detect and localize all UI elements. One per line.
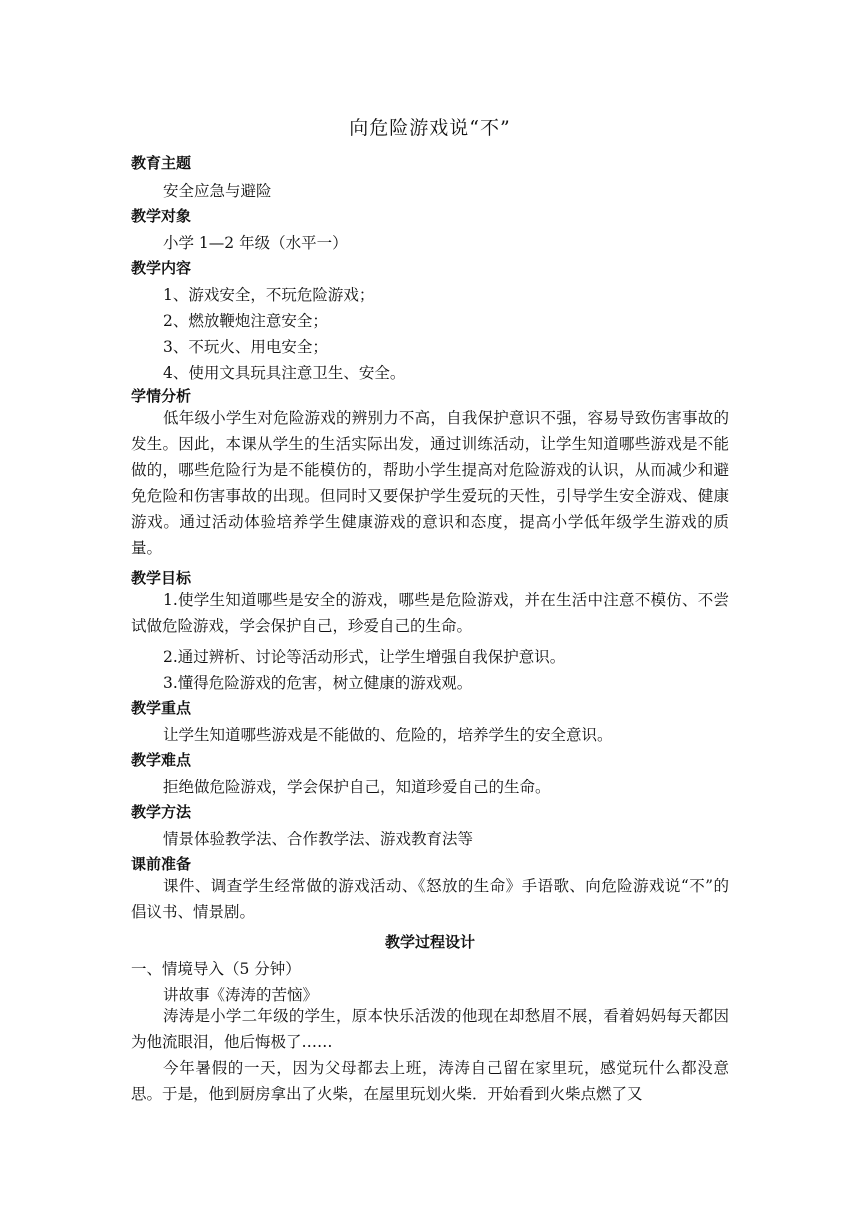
text-line: 情景体验教学法、合作教学法、游戏教育法等 (163, 830, 474, 848)
text-line: 安全应急与避险 (163, 182, 272, 200)
text-line: 小学 1—2 年级（水平一） (163, 234, 348, 252)
goal-item: 3.懂得危险游戏的危害，树立健康的游戏观。 (163, 674, 473, 692)
heading-preparation: 课前准备 (131, 855, 192, 873)
story-title: 讲故事《涛涛的苦恼》 (163, 986, 319, 1004)
paragraph: 涛涛是小学二年级的学生，原本快乐活泼的他现在却愁眉不展，看着妈妈每天都因为他流眼泪，他后悔极了…… (131, 1007, 729, 1051)
paragraph: 低年级小学生对危险游戏的辨别力不高，自我保护意识不强，容易导致伤害事故的发生。因此，本课从学生的生活实际出发，通过训练活动，让学生知道哪些游戏是不能做的，哪些危险行为是不能模仿的，帮助小学生提高对危险游戏的认识，从而减少和避免危险和伤害事故的出现。但同时又要保护学生爱玩的天性，引导学生安全游戏、健康游戏。通过活动体验培养学生健康游戏的意识和态度，提高小学低年级学生游戏的质量。 (131, 409, 729, 557)
document-title: 向危险游戏说“不” (349, 117, 511, 139)
heading-teaching-goals: 教学目标 (131, 569, 192, 587)
heading-difficulties: 教学难点 (131, 751, 192, 769)
text-line: 拒绝做危险游戏，学会保护自己，知道珍爱自己的生命。 (163, 778, 551, 796)
list-item: 1、游戏安全，不玩危险游戏； (163, 286, 375, 304)
text-line: 让学生知道哪些游戏是不能做的、危险的，培养学生的安全意识。 (163, 726, 613, 744)
heading-key-points: 教学重点 (131, 699, 192, 717)
heading-teaching-target: 教学对象 (131, 207, 192, 225)
list-item: 2、燃放鞭炮注意安全； (163, 312, 328, 330)
heading-education-theme: 教育主题 (131, 154, 192, 172)
list-item: 4、使用文具玩具注意卫生、安全。 (163, 364, 406, 382)
step-heading: 一、情境导入（5 分钟） (131, 960, 301, 978)
list-item: 3、不玩火、用电安全； (163, 338, 328, 356)
goal-item: 2.通过辨析、讨论等活动形式，让学生增强自我保护意识。 (163, 648, 566, 666)
paragraph: 今年暑假的一天，因为父母都去上班，涛涛自己留在家里玩，感觉玩什么都没意思。于是，他到厨房拿出了火柴，在屋里玩划火柴．开始看到火柴点燃了又 (131, 1059, 729, 1103)
goal-item: 1.使学生知道哪些是安全的游戏，哪些是危险游戏，并在生活中注意不模仿、不尝试做危险游戏，学会保护自己，珍爱自己的生命。 (131, 591, 729, 635)
heading-teaching-content: 教学内容 (131, 259, 192, 277)
heading-learner-analysis: 学情分析 (131, 387, 192, 405)
paragraph: 课件、调查学生经常做的游戏活动、《怒放的生命》手语歌、向危险游戏说“不”的倡议书、情景剧。 (131, 877, 729, 921)
heading-teaching-methods: 教学方法 (131, 803, 192, 821)
process-heading: 教学过程设计 (384, 933, 475, 951)
